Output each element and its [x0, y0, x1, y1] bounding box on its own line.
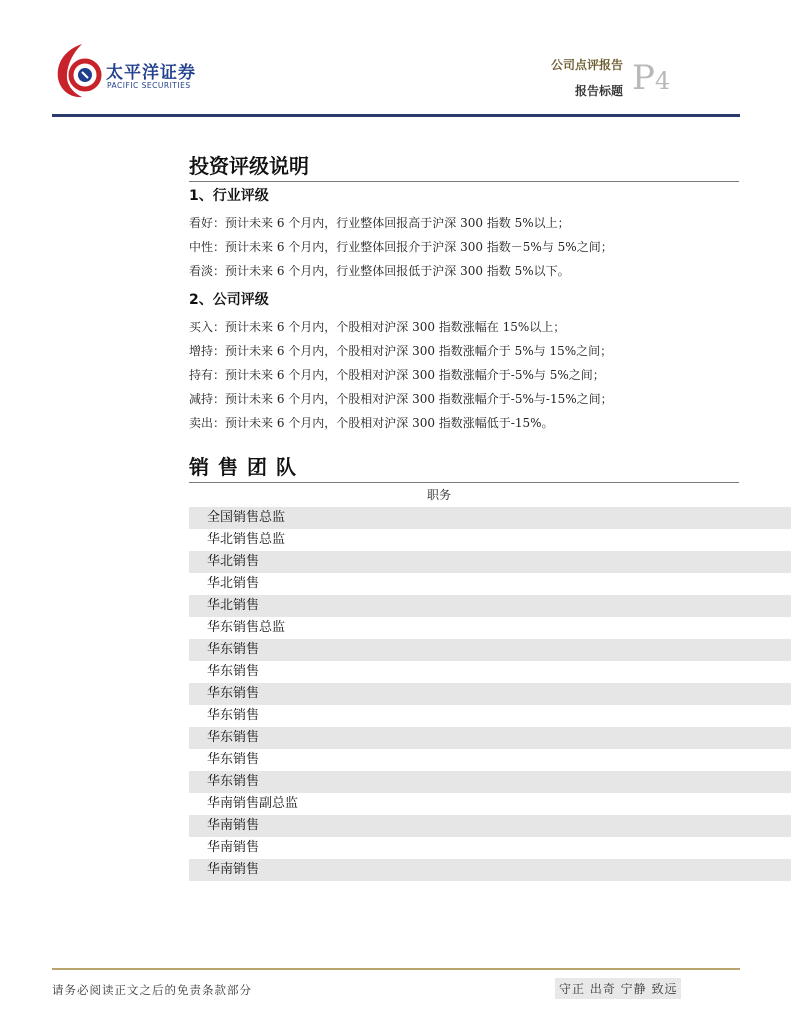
table-row: 华南销售: [207, 840, 260, 855]
table-row: 华北销售: [207, 576, 260, 591]
table-row: 华东销售总监: [207, 620, 286, 635]
sales-team-title: 销售团队: [189, 451, 739, 483]
company-rating-line: 卖出：预计未来 6 个月内，个股相对沪深 300 指数涨幅低于-15%。: [189, 416, 554, 430]
page-number-value: 4: [654, 67, 671, 95]
table-row: 华南销售副总监: [207, 796, 299, 811]
logo-english-name: PACIFIC SECURITIES: [107, 81, 191, 90]
footer-disclaimer: 请务必阅读正文之后的免责条款部分: [52, 983, 252, 997]
company-rating-line: 增持：预计未来 6 个月内，个股相对沪深 300 指数涨幅介于 5%与 15%之间；: [189, 344, 613, 358]
table-row: 全国销售总监: [189, 507, 791, 529]
table-row: 华南销售: [189, 859, 791, 881]
logo-chinese-name: 太平洋证券: [106, 63, 196, 83]
ratings-section-title: 投资评级说明: [189, 150, 739, 182]
table-body: [189, 507, 791, 881]
table-row: 华东销售: [207, 664, 260, 679]
table-row: 华东销售: [207, 752, 260, 767]
table-row: 华东销售: [189, 727, 791, 749]
table-row: 华东销售: [189, 771, 791, 793]
table-row: 华北销售: [189, 551, 791, 573]
report-category: 公司点评报告: [550, 58, 623, 72]
company-logo: [52, 42, 207, 98]
industry-rating-heading: 1、行业评级: [189, 188, 269, 204]
industry-rating-line: 看淡：预计未来 6 个月内，行业整体回报低于沪深 300 指数 5%以下。: [189, 264, 570, 278]
report-title: 报告标题: [574, 84, 623, 98]
main-content: [189, 150, 739, 881]
table-row: 华南销售: [189, 815, 791, 837]
logo-emblem-icon: [52, 42, 102, 98]
table-row: 华东销售: [189, 639, 791, 661]
table-row: 华北销售总监: [207, 532, 286, 547]
company-rating-line: 买入：预计未来 6 个月内，个股相对沪深 300 指数涨幅在 15%以上；: [189, 320, 566, 334]
page-number: [632, 58, 670, 98]
table-header-position: 职务: [426, 488, 451, 502]
page-letter: P: [632, 58, 655, 98]
footer-rule: [52, 968, 740, 970]
table-row: 华东销售: [207, 708, 260, 723]
header-rule: [52, 114, 740, 117]
company-rating-line: 持有：预计未来 6 个月内，个股相对沪深 300 指数涨幅介于-5%与 5%之间；: [189, 368, 605, 382]
company-rating-heading: 2、公司评级: [189, 292, 269, 308]
company-rating-line: 减持：预计未来 6 个月内，个股相对沪深 300 指数涨幅介于-5%与-15%之间；: [189, 392, 613, 406]
footer-motto: 守正 出奇 宁静 致远: [555, 978, 681, 999]
industry-rating-line: 看好：预计未来 6 个月内，行业整体回报高于沪深 300 指数 5%以上；: [189, 216, 570, 230]
table-row: 华东销售: [189, 683, 791, 705]
page-header: [0, 0, 791, 118]
industry-rating-line: 中性：预计未来 6 个月内，行业整体回报介于沪深 300 指数－5%与 5%之间；: [189, 240, 613, 254]
table-row: 华北销售: [189, 595, 791, 617]
sales-team-table: [189, 483, 791, 881]
